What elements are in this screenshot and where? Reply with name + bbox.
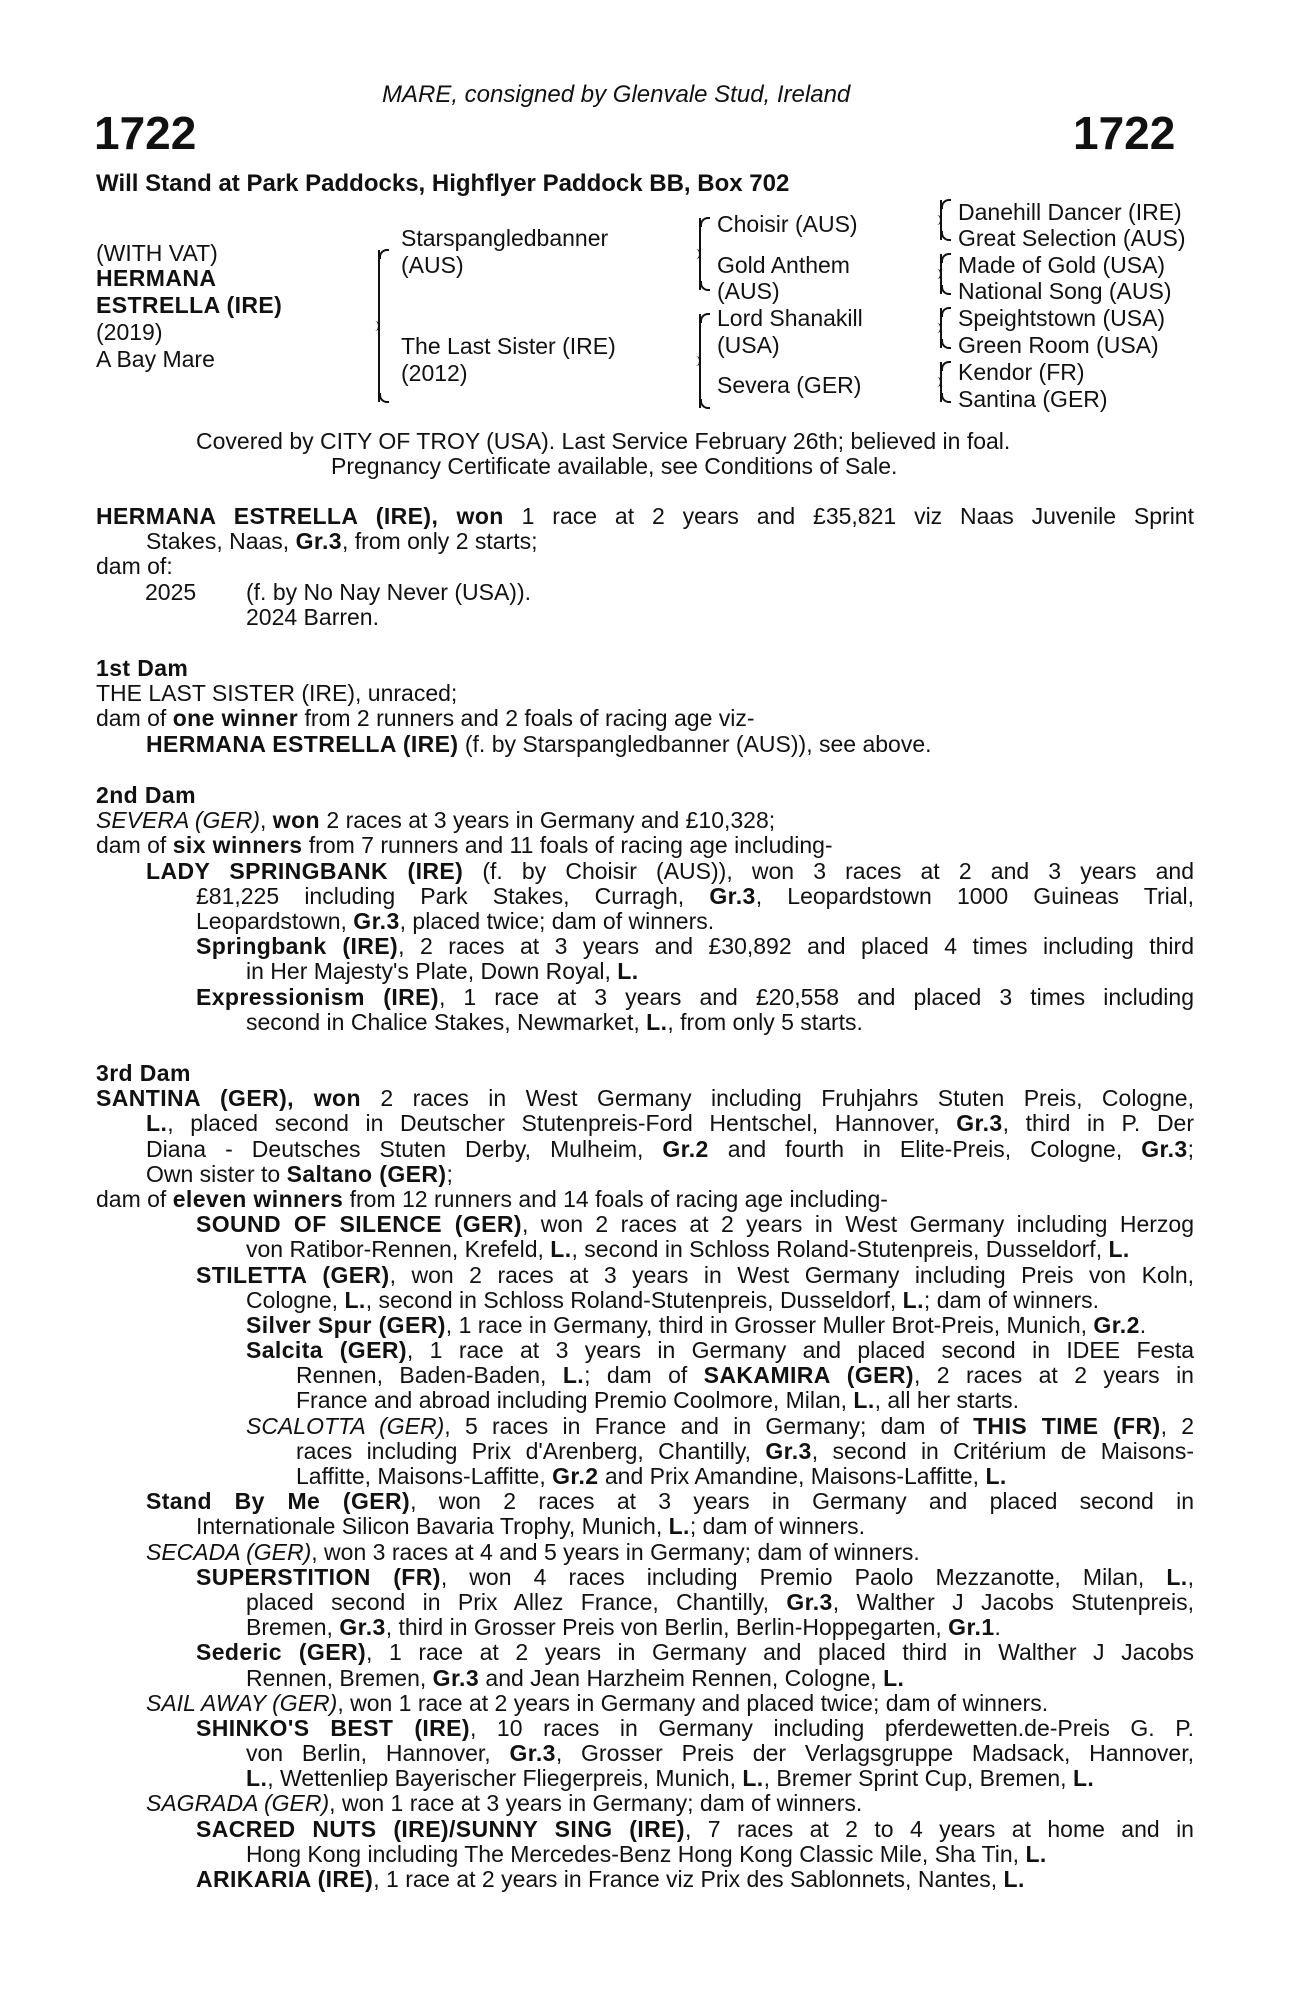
text-run: , third in Grosser Preis von Berlin, Berlin-Hoppegarten,: [385, 1614, 949, 1641]
dam-name-ref: SANTINA (GER): [96, 1085, 288, 1112]
horse-name-line2: ESTRELLA (IRE): [96, 292, 283, 318]
text-run: (f. by Choisir (AUS)), won 3 races at 2 and 3 years and: [463, 857, 1194, 884]
text-run: .: [1139, 1311, 1147, 1338]
text-run: ;: [446, 1160, 453, 1187]
text-run: , Grosser Preis der Verlagsgruppe Madsack, Hannover,: [555, 1740, 1194, 1767]
sire-country: (AUS): [401, 252, 464, 278]
ss-sire: Danehill Dancer (IRE): [958, 199, 1182, 225]
horse-name-ref: Salcita (GER): [246, 1337, 407, 1364]
text-run: , placed second in Deutscher Stutenpreis-Ford Hentschel, Hannover,: [167, 1110, 957, 1137]
horse-name-ref: Saltano (GER): [286, 1160, 447, 1187]
text-run: , won: [287, 1085, 361, 1112]
text-line: [96, 909, 1194, 934]
text-run: France and abroad including Premio Coolmore, Milan,: [296, 1387, 854, 1414]
horse-name-ref: SHINKO'S BEST (IRE): [196, 1714, 470, 1741]
text-line: [96, 1691, 1194, 1716]
dam-record: (f. by Starspangledbanner (AUS)), see above.: [458, 730, 932, 757]
text-run: Hong Kong including The Mercedes-Benz Hong Kong Classic Mile, Sha Tin,: [246, 1840, 1026, 1867]
text-run: £81,225 including Park Stakes, Curragh,: [196, 882, 710, 909]
text-line: [96, 554, 1194, 579]
horse-name-ref: HERMANA ESTRELLA (IRE): [96, 503, 432, 529]
text-run: Gr.3: [353, 907, 400, 934]
text-line: [96, 1010, 1194, 1035]
intro-text: 1 race at 2 years and £35,821 viz Naas Juvenile Sprint: [503, 503, 1194, 529]
dam-name-ref: SCALOTTA (GER): [246, 1412, 445, 1439]
section-heading: 1st Dam: [96, 655, 189, 681]
sd-dam: National Song (AUS): [958, 278, 1172, 304]
text-run: Bremen,: [246, 1614, 340, 1641]
dam-year: (2012): [401, 360, 468, 386]
text-run: Cologne,: [246, 1286, 345, 1313]
text-run: Gr.3: [956, 1110, 1003, 1137]
intro-text: Stakes, Naas,: [146, 528, 296, 555]
text-line: [96, 1137, 1194, 1162]
text-run: L.: [668, 1513, 690, 1540]
text-run: , 2 races at 3 years and £30,892 and placed 4 times including third: [398, 933, 1194, 960]
horse-name-ref: Springbank (IRE): [196, 933, 399, 960]
text-run: dam of: [96, 832, 173, 859]
winners-count: eleven winners: [172, 1185, 344, 1212]
section-heading: 2nd Dam: [96, 782, 196, 808]
text-run: , Leopardstown 1000 Guineas Trial,: [755, 882, 1194, 909]
text-run: Gr.3: [786, 1588, 833, 1615]
ds-sire: Speightstown (USA): [958, 305, 1166, 331]
covered-line1: Covered by CITY OF TROY (USA). Last Service February 26th; believed in foal.: [196, 428, 1011, 454]
text-run: , all her starts.: [874, 1387, 1020, 1414]
text-run: , won 2 races at 3 years in Germany and placed second in: [410, 1488, 1195, 1515]
grade-label: Gr.3: [295, 528, 342, 555]
dam-record: THE LAST SISTER (IRE), unraced;: [96, 680, 458, 707]
text-line: [96, 1187, 1194, 1212]
text-line: [96, 732, 1194, 757]
text-run: , 1 race at 3 years and £20,558 and placed 3 times including: [438, 983, 1195, 1010]
text-run: Gr.1: [948, 1614, 995, 1641]
brace-gen3-a: [940, 200, 942, 240]
horse-name-ref: SUPERSTITION (FR): [196, 1563, 441, 1590]
covered-line2: Pregnancy Certificate available, see Conditions of Sale.: [331, 453, 898, 479]
text-run: ,: [260, 807, 273, 834]
text-run: Rennen, Baden-Baden,: [296, 1362, 563, 1389]
brace-gen3-d: [940, 362, 942, 402]
horse-name-ref: LADY SPRINGBANK (IRE): [146, 857, 464, 884]
text-run: , third in P. Der: [1002, 1110, 1195, 1137]
horse-name-ref: THIS TIME (FR): [973, 1412, 1161, 1439]
text-run: Gr.2: [552, 1463, 599, 1489]
horse-name-ref: SOUND OF SILENCE (GER): [196, 1211, 522, 1238]
horse-name-ref: SACRED NUTS (IRE)/SUNNY SING (IRE): [196, 1815, 685, 1842]
text-run: Gr.3: [1141, 1135, 1188, 1162]
dam-record: from 2 runners and 2 foals of racing age viz-: [298, 705, 755, 732]
lot-number-left: 1722: [94, 107, 197, 159]
text-run: L.: [1108, 1236, 1130, 1263]
text-line: [96, 1439, 1194, 1464]
text-line: [96, 833, 1194, 858]
text-line: [96, 1464, 1194, 1489]
text-line: [96, 580, 1194, 605]
text-line: [96, 1867, 1194, 1892]
text-line: [96, 1388, 1194, 1413]
dam-sire-line1: Lord Shanakill: [717, 305, 863, 331]
ss-dam: Great Selection (AUS): [958, 225, 1186, 251]
text-run: Gr.2: [1093, 1311, 1140, 1338]
horse-name-ref: Silver Spur (GER): [246, 1311, 446, 1338]
text-run: , 7 races at 2 to 4 years at home and in: [684, 1815, 1194, 1842]
second-dam-section: [96, 783, 1194, 1035]
text-line: [96, 934, 1194, 959]
text-run: , Wettenliep Bayerischer Fliegerpreis, Munich,: [267, 1765, 743, 1792]
text-run: , from only 5 starts.: [667, 1008, 863, 1035]
text-run: ;: [1187, 1135, 1194, 1162]
dam-sire-line2: (USA): [717, 332, 780, 358]
text-line: [96, 1237, 1194, 1262]
dd-sire: Kendor (FR): [958, 359, 1085, 385]
text-line: [96, 605, 1194, 630]
text-run: Gr.3: [432, 1664, 480, 1691]
text-line: [96, 1162, 1194, 1187]
text-run: , won 1 race at 3 years in Germany; dam of winners.: [329, 1790, 863, 1817]
text-run: von Berlin, Hannover,: [246, 1740, 510, 1767]
text-run: , won 3 races at 4 and 5 years in Germany; dam of winners.: [311, 1538, 920, 1565]
text-line: [96, 808, 1194, 833]
text-run: , 10 races in Germany including pferdewetten.de-Preis G. P.: [469, 1714, 1194, 1741]
text-run: , 1 race at 2 years in Germany and placed third in Walther J Jacobs: [366, 1639, 1194, 1666]
text-line: [96, 959, 1194, 984]
text-run: L.: [1003, 1866, 1025, 1892]
sire-dam-line2: (AUS): [717, 278, 780, 304]
text-run: Own sister to: [146, 1160, 287, 1187]
produce-record: 2024 Barren.: [246, 603, 379, 630]
text-line: [96, 706, 1194, 731]
dam-record: from 7 runners and 11 foals of racing age including-: [302, 832, 833, 859]
text-line: [96, 1489, 1194, 1514]
text-run: Diana - Deutsches Stuten Derby, Mulheim,: [146, 1135, 663, 1162]
text-line: [96, 1338, 1194, 1363]
horse-name-ref: SAKAMIRA (GER): [703, 1362, 914, 1389]
horse-summary: [96, 504, 1194, 630]
horse-description: A Bay Mare: [96, 346, 215, 372]
consignor-line: MARE, consigned by Glenvale Stud, Ireland: [382, 81, 851, 108]
text-line: [96, 1565, 1194, 1590]
text-line: [96, 504, 1194, 529]
horse-name-line1: HERMANA: [96, 265, 217, 291]
text-line: [96, 1590, 1194, 1615]
text-run: Internationale Silicon Bavaria Trophy, Munich,: [196, 1513, 669, 1540]
text-run: , won 2 races at 3 years in West Germany including Preis von Koln,: [389, 1261, 1195, 1288]
dam-name-ref: SEVERA (GER): [96, 807, 261, 834]
text-run: and Prix Amandine, Maisons-Laffitte,: [598, 1463, 986, 1489]
sire-name: Starspangledbanner: [401, 225, 609, 251]
text-run: Gr.3: [765, 1437, 812, 1464]
dd-dam: Santina (GER): [958, 386, 1108, 412]
dam-name: The Last Sister (IRE): [401, 333, 616, 359]
winners-count: one winner: [172, 705, 299, 732]
horse-name-ref: Expressionism (IRE): [196, 983, 439, 1010]
text-line: [96, 529, 1194, 554]
text-run: Gr.3: [339, 1614, 386, 1641]
text-run: , second in Critérium de Maisons-: [811, 1437, 1195, 1464]
text-run: , second in Schloss Roland-Stutenpreis, Dusseldorf,: [571, 1236, 1109, 1263]
section-heading: 3rd Dam: [96, 1060, 191, 1086]
dam-name-ref: SAIL AWAY (GER): [146, 1689, 338, 1716]
text-run: L.: [985, 1463, 1007, 1489]
brace-sire-parents: [699, 218, 701, 290]
text-run: in Her Majesty's Plate, Down Royal,: [246, 958, 618, 985]
text-line: [96, 1842, 1194, 1867]
text-run: L.: [1166, 1563, 1188, 1590]
text-run: and fourth in Elite-Preis, Cologne,: [708, 1135, 1142, 1162]
brace-sire-dam: [378, 250, 380, 402]
text-line: [96, 1640, 1194, 1665]
stand-location: Will Stand at Park Paddocks, Highflyer Paddock BB, Box 702: [96, 170, 790, 197]
vat-note: (WITH VAT): [96, 240, 218, 266]
horse-year: (2019): [96, 319, 163, 345]
text-run: Leopardstown,: [196, 907, 354, 934]
text-line: [96, 1111, 1194, 1136]
text-run: , 2: [1160, 1412, 1195, 1439]
text-line: [96, 1666, 1194, 1691]
text-run: races including Prix d'Arenberg, Chantilly,: [296, 1437, 766, 1464]
text-line: [96, 681, 1194, 706]
produce-year: 2025: [145, 578, 197, 605]
brace-gen3-b: [940, 254, 942, 294]
text-run: , won 1 race at 2 years in Germany and placed twice; dam of winners.: [337, 1689, 1049, 1716]
text-run: dam of: [96, 1185, 173, 1212]
sire-sire: Choisir (AUS): [717, 211, 858, 237]
winners-count: six winners: [172, 832, 303, 859]
text-line: [96, 1766, 1194, 1791]
text-run: L.: [617, 958, 639, 985]
text-run: L.: [562, 1362, 585, 1389]
text-run: L.: [646, 1008, 668, 1035]
sd-sire: Made of Gold (USA): [958, 252, 1166, 278]
horse-name-ref: ARIKARIA (IRE): [196, 1866, 374, 1892]
text-run: , won 2 races at 2 years in West Germany including Herzog: [521, 1211, 1195, 1238]
text-run: L.: [742, 1765, 764, 1792]
text-run: L.: [146, 1110, 168, 1137]
won-label: won: [272, 807, 320, 834]
text-run: , placed twice; dam of winners.: [399, 907, 715, 934]
horse-name-ref: STILETTA (GER): [196, 1261, 390, 1288]
won-label: , won: [431, 503, 504, 529]
horse-name-ref: Sederic (GER): [196, 1639, 367, 1666]
text-run: Gr.3: [709, 882, 756, 909]
text-run: L.: [550, 1236, 572, 1263]
text-run: Gr.3: [509, 1740, 556, 1767]
text-line: [96, 1540, 1194, 1565]
horse-name-ref: HERMANA ESTRELLA (IRE): [146, 730, 459, 757]
text-line: [96, 985, 1194, 1010]
text-run: ; dam of winners.: [689, 1513, 865, 1540]
text-run: , 1 race at 3 years in Germany and placed second in IDEE Festa: [406, 1337, 1194, 1364]
text-line: [96, 884, 1194, 909]
text-run: L.: [344, 1286, 366, 1313]
text-line: [96, 1212, 1194, 1237]
text-run: L.: [1072, 1765, 1095, 1792]
dam-name-ref: SAGRADA (GER): [146, 1790, 330, 1817]
first-dam-section: [96, 656, 1194, 757]
text-run: , Bremer Sprint Cup, Bremen,: [763, 1765, 1073, 1792]
text-line: [96, 1514, 1194, 1539]
dam-of-label: dam of:: [96, 553, 173, 580]
text-run: L.: [902, 1286, 924, 1313]
text-run: placed second in Prix Allez France, Chantilly,: [246, 1588, 787, 1615]
text-run: .: [994, 1614, 1001, 1641]
third-dam-section: [96, 1061, 1194, 1892]
text-run: , second in Schloss Roland-Stutenpreis, Dusseldorf,: [365, 1286, 903, 1313]
text-run: second in Chalice Stakes, Newmarket,: [246, 1008, 647, 1035]
text-run: ,: [1187, 1563, 1194, 1590]
text-run: and Jean Harzheim Rennen, Cologne,: [479, 1664, 884, 1691]
dam-record: dam of: [96, 705, 173, 732]
dam-record: 2 races at 3 years in Germany and £10,328;: [320, 807, 776, 834]
text-run: , 5 races in France and in Germany; dam of: [444, 1412, 974, 1439]
brace-dam-parents: [699, 314, 701, 408]
text-run: , 1 race in Germany, third in Grosser Muller Brot-Preis, Munich,: [445, 1311, 1094, 1338]
text-run: ; dam of: [584, 1362, 704, 1389]
text-run: , won 4 races including Premio Paolo Mezzanotte, Milan,: [440, 1563, 1167, 1590]
text-run: ; dam of winners.: [923, 1286, 1100, 1313]
lot-number-right: 1722: [1073, 107, 1176, 159]
text-line: [96, 1716, 1194, 1741]
text-run: L.: [1025, 1840, 1047, 1867]
text-run: Laffitte, Maisons-Laffitte,: [296, 1463, 553, 1489]
text-run: L.: [246, 1765, 268, 1792]
text-run: Rennen, Bremen,: [246, 1664, 433, 1691]
text-run: L.: [883, 1664, 905, 1691]
text-run: from 12 runners and 14 foals of racing age including-: [343, 1185, 888, 1212]
text-line: [96, 1313, 1194, 1338]
text-run: , Walther J Jacobs Stutenpreis,: [832, 1588, 1194, 1615]
text-line: [96, 1741, 1194, 1766]
text-line: [96, 1263, 1194, 1288]
text-run: , 2 races at 2 years in: [913, 1362, 1194, 1389]
ds-dam: Green Room (USA): [958, 332, 1159, 358]
text-line: [96, 1615, 1194, 1640]
text-run: von Ratibor-Rennen, Krefeld,: [246, 1236, 551, 1263]
horse-name-ref: Stand By Me (GER): [146, 1488, 411, 1515]
text-run: Gr.2: [662, 1135, 709, 1162]
intro-text: , from only 2 starts;: [341, 528, 538, 555]
text-line: [96, 1817, 1194, 1842]
text-line: [96, 1363, 1194, 1388]
text-line: [96, 1288, 1194, 1313]
text-run: L.: [853, 1387, 875, 1414]
text-line: [96, 1791, 1194, 1816]
brace-gen3-c: [940, 308, 942, 348]
text-line: [96, 1086, 1194, 1111]
dam-dam: Severa (GER): [717, 372, 862, 398]
text-line: [96, 859, 1194, 884]
text-line: [96, 1414, 1194, 1439]
text-run: 2 races in West Germany including Fruhjahrs Stuten Preis, Cologne,: [360, 1085, 1194, 1112]
produce-record: (f. by No Nay Never (USA)).: [246, 578, 531, 605]
dam-name-ref: SECADA (GER): [146, 1538, 312, 1565]
sire-dam-line1: Gold Anthem: [717, 252, 850, 278]
text-run: , 1 race at 2 years in France viz Prix des Sablonnets, Nantes,: [373, 1866, 1004, 1892]
